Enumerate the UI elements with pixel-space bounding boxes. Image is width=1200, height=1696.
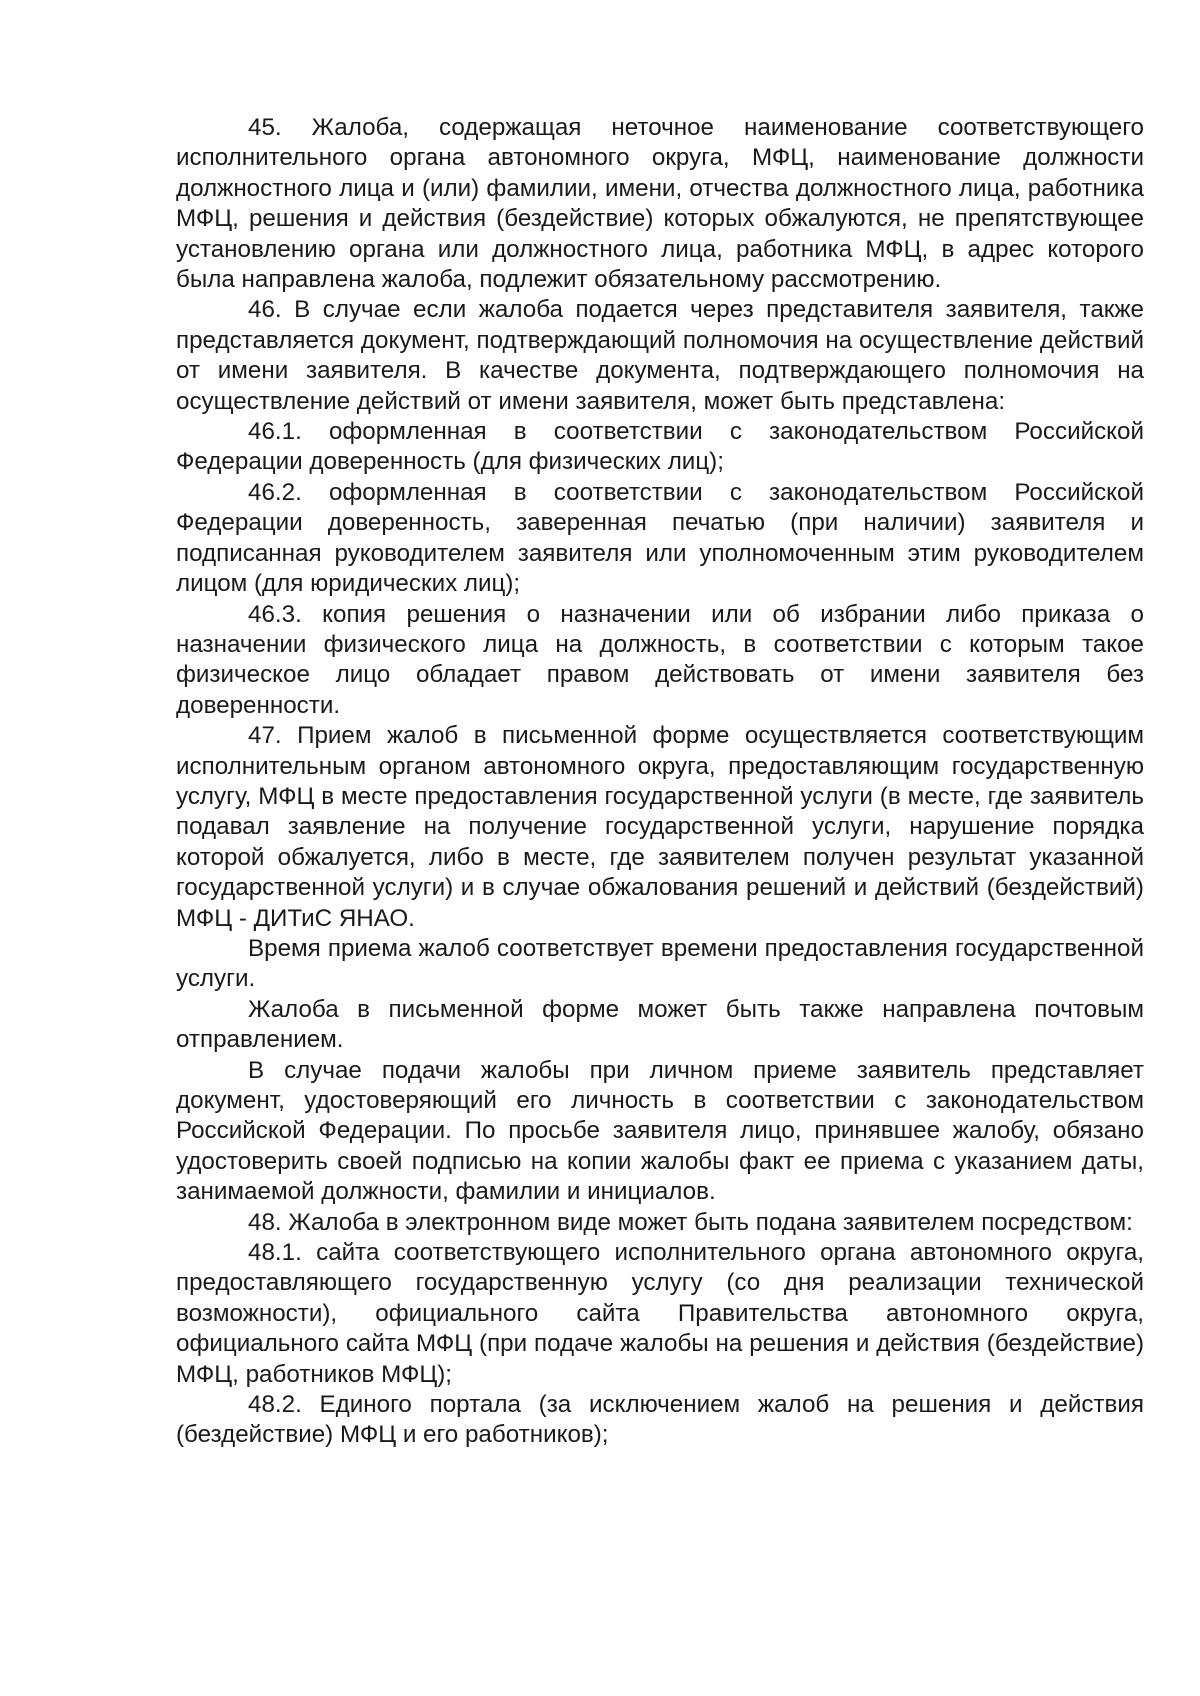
paragraph-48-1: 48.1. сайта соответствующего исполнительного органа автономного округа, предоставляющего государственную услугу (со дня реализации технической возможности), официального сайта Правительства автономного округа, официального сайта МФЦ (при подаче жалобы на решения и действия (бездействие) МФЦ, работников МФЦ); <box>176 1239 1144 1388</box>
paragraph-48: 48. Жалоба в электронном виде может быть подана заявителем посредством: <box>248 1208 1133 1236</box>
paragraph-reception-time: Время приема жалоб соответствует времени предоставления государственной услуги. <box>176 934 1144 993</box>
paragraph-46: 46. В случае если жалоба подается через представителя заявителя, также представляется документ, подтверждающий полномочия на осуществление действий от имени заявителя. В качестве документа, подтверждающего полномочия на осуществление действий от имени заявителя, может быть представлена: <box>176 296 1144 415</box>
paragraph-personal-reception: В случае подачи жалобы при личном приеме заявитель представляет документ, удостоверяющий его личность в соответствии с законодательством Российской Федерации. По просьбе заявителя лицо, принявшее жалобу, обязано удостоверить своей подписью на копии жалобы факт ее приема с указанием даты, занимаемой должности, фамилии и инициалов. <box>176 1056 1144 1206</box>
paragraph-47: 47. Прием жалоб в письменной форме осуществляется соответствующим исполнительным органом автономного округа, предоставляющим государственную услугу, МФЦ в месте предоставления государственной услуги (в месте, где заявитель подавал заявление на получение государственной услуги, нарушение порядка которой обжалуется, либо в месте, где заявителем получен результат указанной государственной услуги) и в случае обжалования решений и действий (бездействий) МФЦ - ДИТиС ЯНАО. <box>176 722 1144 932</box>
document-page <box>176 113 1144 1451</box>
paragraph-46-3: 46.3. копия решения о назначении или об избрании либо приказа о назначении физического лица на должность, в соответствии с которым такое физическое лицо обладает правом действовать от имени заявителя без доверенности. <box>176 600 1144 719</box>
paragraph-46-2: 46.2. оформленная в соответствии с законодательством Российской Федерации доверенность, заверенная печатью (при наличии) заявителя и подписанная руководителем заявителя или уполномоченным этим руководителем лицом (для юридических лиц); <box>176 478 1144 598</box>
paragraph-48-2: 48.2. Единого портала (за исключением жалоб на решения и действия (бездействие) МФЦ и его работников); <box>176 1391 1144 1449</box>
paragraph-postal: Жалоба в письменной форме может быть также направлена почтовым отправлением. <box>176 995 1144 1054</box>
paragraph-45: 45. Жалоба, содержащая неточное наименование соответствующего исполнительного органа автономного округа, МФЦ, наименование должности должностного лица и (или) фамилии, имени, отчества должностного лица, работника МФЦ, решения и действия (бездействие) которых обжалуются, не препятствующее установлению органа или должностного лица, работника МФЦ, в адрес которого была направлена жалоба, подлежит обязательному рассмотрению. <box>176 114 1144 294</box>
paragraph-46-1: 46.1. оформленная в соответствии с законодательством Российской Федерации доверенность (для физических лиц); <box>176 418 1144 476</box>
